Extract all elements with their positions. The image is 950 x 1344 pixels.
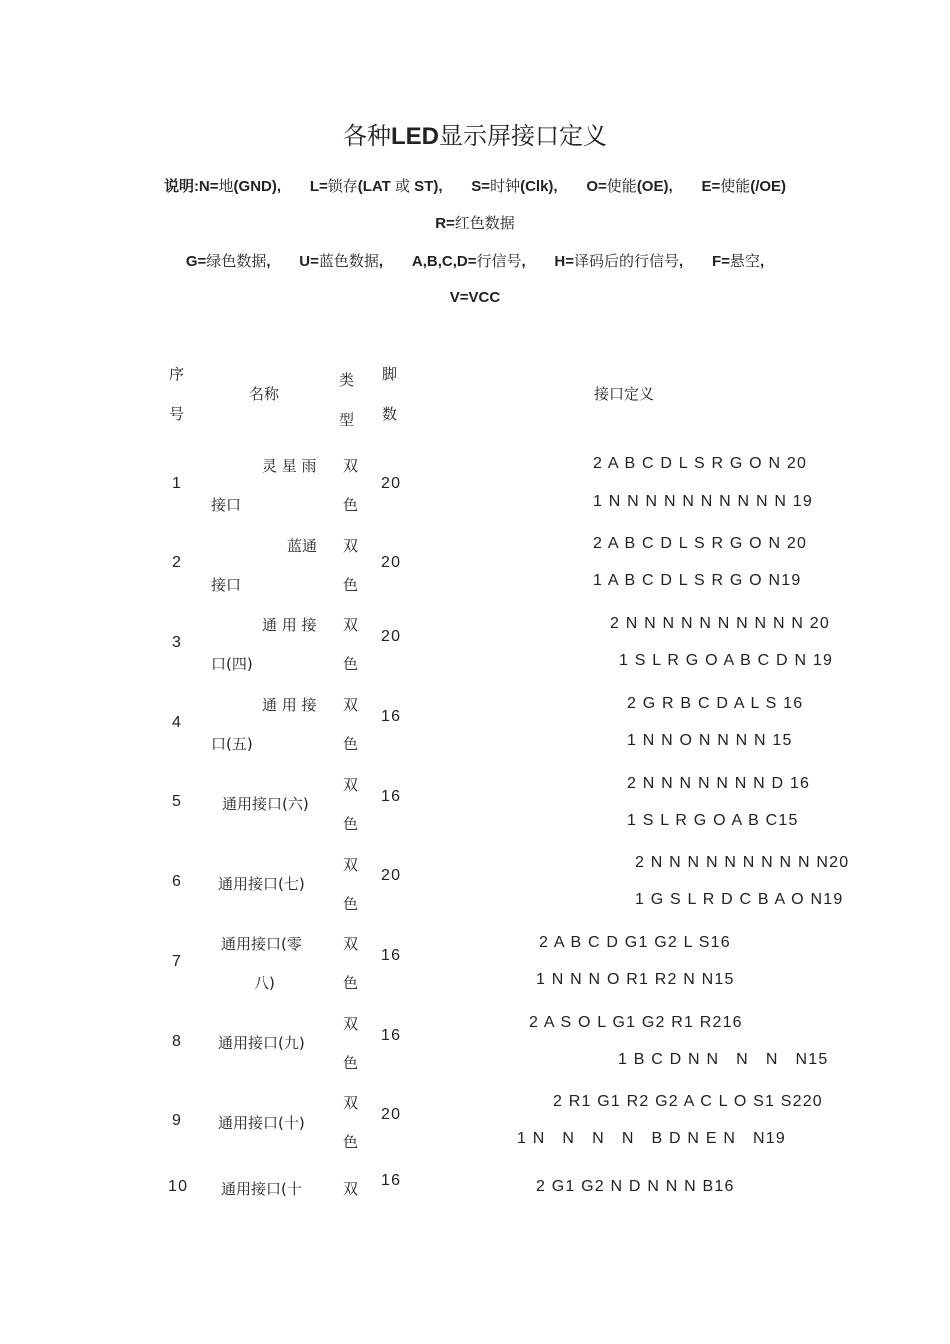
row-number: 7 <box>172 953 183 970</box>
header-name: 名称 <box>249 385 280 403</box>
row-def-line1: 2 N N N N N N N N N N20 <box>635 854 850 871</box>
row-def-line2: 1 A B C D L S R G O N19 <box>593 572 802 589</box>
legend-e-suffix: (/OE) <box>750 178 787 195</box>
row-type-line2: 色 <box>343 974 359 992</box>
legend-line-4 <box>0 288 950 306</box>
legend-s-text: 时钟 <box>490 177 521 195</box>
row-def-line2: 1 N N O N N N N 15 <box>627 732 793 749</box>
legend-n-key: 说明:N= <box>163 178 219 195</box>
legend-u-key: U= <box>299 253 319 270</box>
legend-g-text: 绿色数据 <box>206 252 267 270</box>
row-type-line2: 色 <box>343 655 359 673</box>
row-pins: 20 <box>381 475 402 492</box>
row-def-line1: 2 A B C D G1 G2 L S16 <box>539 934 731 951</box>
legend-g-suffix: , <box>266 253 271 270</box>
row-name-line1: 通用接口(七) <box>218 875 305 893</box>
legend-line-1 <box>0 175 950 196</box>
legend-h-suffix: , <box>679 253 684 270</box>
row-pins: 20 <box>381 867 402 884</box>
row-def-line2: 1 G S L R D C B A O N19 <box>635 891 844 908</box>
row-def-line1: 2 A B C D L S R G O N 20 <box>593 455 808 472</box>
header-type-2: 型 <box>339 411 355 429</box>
row-pins: 20 <box>381 554 402 571</box>
row-def-line2: 1 N N N O R1 R2 N N15 <box>536 971 735 988</box>
row-def-line1: 2 R1 G1 R2 G2 A C L O S1 S220 <box>553 1093 823 1110</box>
row-type-line2: 色 <box>343 496 359 514</box>
row-type-line1: 双 <box>343 1015 359 1033</box>
row-type-line2: 色 <box>343 735 359 753</box>
legend-r-text: 红色数据 <box>454 214 515 232</box>
row-number: 10 <box>168 1178 189 1195</box>
legend-f-suffix: , <box>759 253 765 270</box>
legend-l-st: ST), <box>410 178 443 195</box>
row-def-line1: 2 N N N N N N N N N N 20 <box>610 615 830 632</box>
row-def-line1: 2 G1 G2 N D N N N B16 <box>536 1178 735 1195</box>
row-type-line1: 双 <box>343 935 359 953</box>
legend-s-key: S= <box>471 178 491 195</box>
page-title <box>0 116 950 151</box>
legend-n-text: 地 <box>218 177 234 195</box>
legend-abcd-text: 行信号 <box>476 252 522 270</box>
row-number: 1 <box>172 475 183 492</box>
row-type-line1: 双 <box>343 616 359 634</box>
legend-e-text: 使能 <box>720 177 751 195</box>
row-def-line2: 1 N N N N N N N N N N 19 <box>593 493 813 510</box>
row-pins: 16 <box>381 708 402 725</box>
row-number: 8 <box>172 1033 183 1050</box>
legend-h-key: H= <box>554 253 575 270</box>
legend-l-text: 锁存 <box>327 177 358 195</box>
row-number: 9 <box>172 1112 183 1129</box>
legend-r-key: R= <box>435 215 455 232</box>
row-pins: 16 <box>381 947 402 964</box>
row-number: 2 <box>172 554 183 571</box>
legend-l-key: L= <box>309 178 328 195</box>
row-name-line1: 通用接口(十) <box>218 1114 305 1132</box>
legend-line-2 <box>0 212 950 233</box>
legend-o-suffix: (OE), <box>636 178 673 195</box>
legend-abcd-key: A,B,C,D= <box>411 253 477 270</box>
legend-u-suffix: , <box>378 253 384 270</box>
legend-line-3 <box>0 250 950 271</box>
header-pins-1: 脚 <box>382 365 398 383</box>
legend-abcd-suffix: , <box>521 253 526 270</box>
row-name-line1: 通 用 接 <box>262 616 317 634</box>
legend-u-text: 蓝色数据 <box>318 252 379 270</box>
legend-s-suffix: (Clk), <box>520 178 558 195</box>
row-type-line1: 双 <box>343 457 359 475</box>
row-type-line2: 色 <box>343 576 359 594</box>
row-name-line2: 八) <box>254 974 275 992</box>
row-pins: 20 <box>381 628 402 645</box>
row-number: 6 <box>172 873 183 890</box>
row-def-line1: 2 A B C D L S R G O N 20 <box>593 535 808 552</box>
header-def: 接口定义 <box>594 385 655 403</box>
header-pins-2: 数 <box>382 405 398 423</box>
row-def-line1: 2 A S O L G1 G2 R1 R216 <box>529 1014 743 1031</box>
legend-h-text: 译码后的行信号 <box>574 252 680 270</box>
row-type-line2: 色 <box>343 1133 359 1151</box>
row-type-line1: 双 <box>343 776 359 794</box>
row-pins: 16 <box>381 788 402 805</box>
row-def-line2: 1 B C D N N N N N15 <box>618 1051 829 1068</box>
title-prefix: 各种 <box>343 122 391 150</box>
legend-l-or: 或 <box>395 177 411 195</box>
header-type-1: 类 <box>339 371 355 389</box>
row-name-line1: 灵 星 雨 <box>262 457 317 475</box>
row-type-line1: 双 <box>343 1094 359 1112</box>
row-number: 3 <box>172 634 183 651</box>
row-name-line2: 接口 <box>211 576 242 594</box>
row-name-line1: 通用接口(零 <box>221 935 302 953</box>
row-type-line1: 双 <box>343 696 359 714</box>
row-type-line1: 双 <box>343 537 359 555</box>
row-name-line2: 接口 <box>211 496 242 514</box>
row-type-line1: 双 <box>343 856 359 874</box>
legend-l-suffix: (LAT <box>357 178 395 195</box>
row-name-line1: 通用接口(十 <box>221 1180 302 1198</box>
row-name-line1: 通用接口(九) <box>218 1034 305 1052</box>
legend-o-text: 使能 <box>606 177 637 195</box>
row-pins: 20 <box>381 1106 402 1123</box>
row-pins: 16 <box>381 1172 402 1189</box>
row-type-line2: 色 <box>343 815 359 833</box>
title-suffix: 显示屏接口定义 <box>439 122 607 150</box>
header-seq-2: 号 <box>169 405 185 423</box>
row-type-line2: 色 <box>343 895 359 913</box>
legend-e-key: E= <box>701 178 721 195</box>
row-def-line1: 2 N N N N N N N D 16 <box>627 775 811 792</box>
header-seq-1: 序 <box>169 365 185 383</box>
row-def-line2: 1 S L R G O A B C D N 19 <box>619 652 834 669</box>
row-def-line2: 1 N N N N B D N E N N19 <box>517 1130 786 1147</box>
row-type-line2: 色 <box>343 1054 359 1072</box>
legend-o-key: O= <box>586 178 607 195</box>
row-def-line1: 2 G R B C D A L S 16 <box>627 695 804 712</box>
legend-n-suffix: (GND), <box>233 178 282 195</box>
row-def-line2: 1 S L R G O A B C15 <box>627 812 799 829</box>
row-name-line2: 口(五) <box>211 735 253 753</box>
row-name-line2: 口(四) <box>211 655 253 673</box>
legend-v-key: V=VCC <box>449 289 501 306</box>
row-number: 4 <box>172 714 183 731</box>
row-number: 5 <box>172 793 183 810</box>
legend-f-key: F= <box>711 253 730 270</box>
title-bold: LED <box>391 123 439 150</box>
row-name-line1: 通用接口(六) <box>222 795 309 813</box>
legend-f-text: 悬空 <box>729 252 760 270</box>
row-name-line1: 通 用 接 <box>262 696 317 714</box>
legend-g-key: G= <box>185 253 207 270</box>
row-pins: 16 <box>381 1027 402 1044</box>
row-type-line1: 双 <box>343 1180 359 1198</box>
row-name-line1: 蓝通 <box>287 537 318 555</box>
